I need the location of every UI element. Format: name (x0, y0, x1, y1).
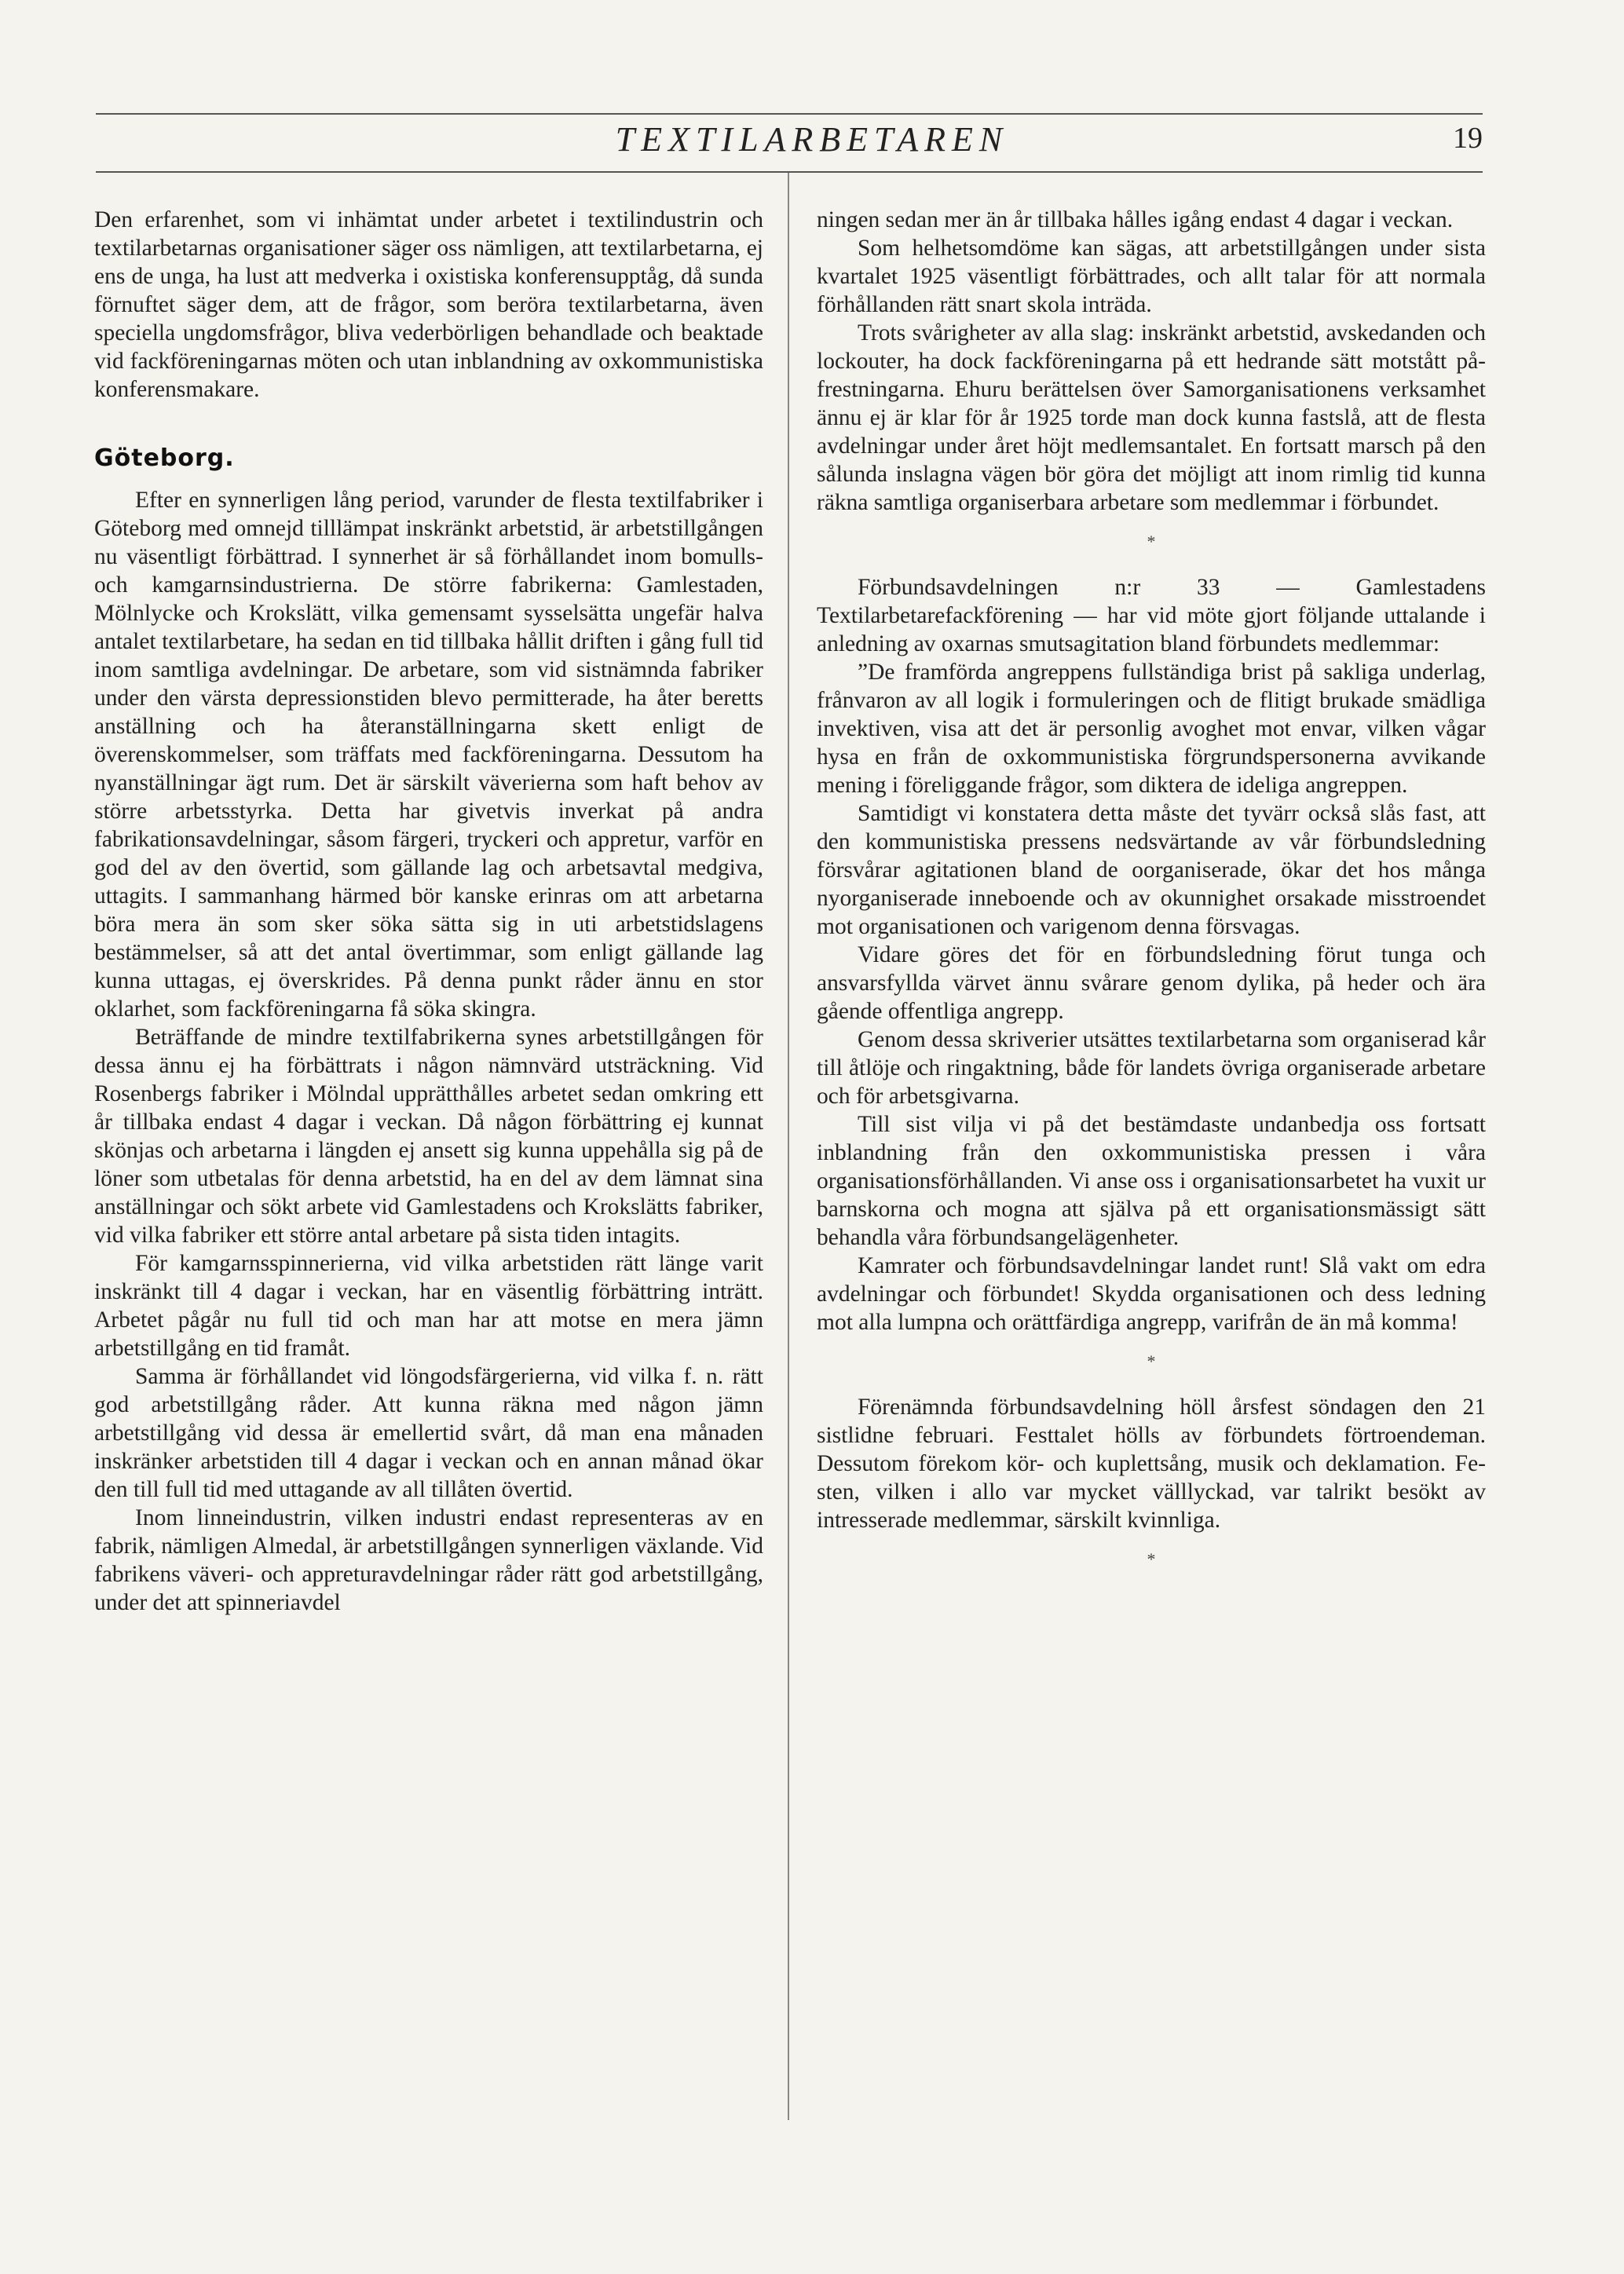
paragraph: ”De framförda angreppens fullständiga brist på sakliga underlag, frånvaron av all logik i formuleringen och de flitigt brukade smädliga invektiven, visa att det är personlig avoghet mot envar, vilken vågar hysa en från de oxkommunistiska förgrundspersonerna avvikande mening i föreliggande frågor, som diktera de ideliga angreppen. (817, 660, 1486, 798)
paragraph: För kamgarnsspinnerierna, vid vilka arbetstiden rätt länge varit inskränkt till 4 dagar i veckan, har en väsentlig förbättring inträtt. Arbetet pågår nu full tid och man har att motse en mera jämn arbetstillgång en tid framåt. (94, 1251, 763, 1361)
paragraph: Samma är förhållandet vid löngodsfärgerierna, vid vilka f. n. rätt god arbetstillgång råder. Att kunna räkna med någon jämn arbetstillgång vid dessa är emellertid svårt, då man ena månaden inskränker arbetstiden till 4 dagar i veckan och en annan månad ökar den till full tid med uttagande av all tillåten övertid. (94, 1364, 763, 1502)
paragraph: Förbundsavdelningen n:r 33 — Gamlestadens Textilarbetarefackförening — har vid möte gjort följande uttalande i anledning av oxarnas smutsagitation bland förbundets medlemmar: (817, 575, 1486, 656)
section-separator: * (1147, 1549, 1156, 1569)
left-column (94, 206, 763, 1617)
paragraph: Den erfarenhet, som vi inhämtat under arbetet i textilindustrin och textilarbetarnas organisationer säger oss nämligen, att textilarbetarna, ej ens de unga, ha lust att medverka i oxistiska konferensupptåg, då sunda förnuftet säger dem, att de frågor, som beröra textilarbetarna, även speciella ungdomsfrågor, bliva vederbörligen behandlade och beaktade vid fackföreningarnas möten och utan inblandning av oxkommunistiska konferensmakare. (94, 207, 763, 402)
running-title: TEXTILARBETAREN (615, 120, 1009, 159)
header-rule-top (96, 113, 1483, 115)
section-separator: * (1147, 532, 1156, 551)
paragraph: Förenämnda förbundsavdelning höll årsfest söndagen den 21 sistlidne februari. Festtalet hölls av förbundets förtroendeman. Dessutom förekom kör- och kuplettsång, musik och deklamation. Festen, vilken i allo var mycket välllyckad, var talrikt besökt av intresserade medlemmar, särskilt kvinnliga. (817, 1395, 1486, 1533)
header-rule-bottom (96, 171, 1483, 173)
section-heading-goteborg: Göteborg. (94, 444, 235, 472)
paragraph: Efter en synnerligen lång period, varunder de flesta textilfabriker i Göteborg med omnejd tilllämpat inskränkt arbetstid, är arbetstillgången nu väsentligt förbättrad. I synnerhet är så förhållandet inom bomulls- och kamgarnsindustrierna. De större fabrikerna: Gamlestaden, Mölnlycke och Krokslätt, vilka gemensamt sysselsätta ungefär halva antalet textilarbetare, ha sedan en tid tillbaka hållit driften i gång full tid inom samtliga avdelningar. De arbetare, som vid sistnämnda fabriker under den värsta depressionstiden blevo permitterade, ha åter beretts anställning och ha återanställningarna skett enligt de överenskommelser, som träffats med fackföreningarna. Dessutom ha nyanställningar ägt rum. Det är särskilt väverierna som haft behov av större arbetsstyrka. Detta har givetvis inverkat på andra fabrikationsavdelningar, såsom färgeri, tryckeri och appretur, varför en god del av den övertid, som gällande lag och arbetsavtal medgiva, uttagits. I sammanhang härmed bör kanske erinras om att arbetarna böra mera än som sker söka sätta sig in uti arbetstidslagens bestämmelser, så att det antal övertimmar, som enligt gällande lag kunna uttagas, ej överskrides. På denna punkt råder ännu en stor oklarhet, som fackföreningarna få söka skingra. (94, 488, 763, 1022)
paragraph: Beträffande de mindre textilfabrikerna synes arbetstillgången för dessa ännu ej ha förbättrats i någon nämnvärd utsträckning. Vid Rosenbergs fabriker i Mölndal upprätthålles arbetet sedan omkring ett år tillbaka endast 4 dagar i veckan. Då någon förbättring ej kunnat skönjas och arbetarna i längden ej ansett sig kunna uppehålla sig på de löner som utbetalas för denna arbetstid, ha en del av dem lämnat sina anställningar och sökt arbete vid Gamlestadens och Krokslätts fabriker, vid vilka fabriker ett större antal arbetare på sista tiden intagits. (94, 1025, 763, 1248)
paragraph: Vidare göres det för en förbundsledning förut tunga och ansvarsfyllda värvet ännu svårare genom dylika, på heder och ära gående offentliga angrepp. (817, 942, 1486, 1024)
paragraph: Inom linneindustrin, vilken industri endast representeras av en fabrik, nämligen Almedal, är arbetstillgången synnerligen växlande. Vid fabrikens väveri- och appreturavdelningar råder rätt god arbetstillgång, under det att spinneriavdel (94, 1505, 763, 1615)
right-column (817, 206, 1486, 1591)
paragraph: Kamrater och förbundsavdelningar landet runt! Slå vakt om edra avdelningar och förbundet! Skydda organisationen och dess ledning mot alla lumpna och orättfärdiga angrepp, varifrån de än må komma! (817, 1253, 1486, 1335)
section-separator: * (1147, 1351, 1156, 1371)
paragraph: Trots svårigheter av alla slag: inskränkt arbetstid, avskedanden och lockouter, ha dock fackföreningarna på ett hedrande sätt motstått påfrestningarna. Ehuru berättelsen över Samorganisationens verksamhet ännu ej är klar för år 1925 torde man dock kunna fastslå, att de flesta avdelningar under året höjt medlemsantalet. En fortsatt marsch på den sålunda inslagna vägen bör göra det möjligt att inom rimlig tid kunna räkna samtliga organiserbara arbetare som medlemmar i förbundet. (817, 320, 1486, 515)
paragraph: Samtidigt vi konstatera detta måste det tyvärr också slås fast, att den kommunistiska pressens nedsvärtande av vår förbundsledning försvårar agitationen bland de oorganiserade, ökar det hos många nyorganiserade inneboende och av okunnighet orsakade misstroendet mot organisationen och varigenom denna försvagas. (817, 801, 1486, 939)
column-divider (788, 173, 789, 2120)
paragraph: Till sist vilja vi på det bestämdaste undanbedja oss fortsatt inblandning från den oxkommunistiska pressen i våra organisationsförhållanden. Vi anse oss i organisationsarbetet ha vuxit ur barnskorna och mogna att själva på ett organisationsmässigt sätt behandla våra förbundsangelägenheter. (817, 1112, 1486, 1250)
page-number: 19 (1453, 122, 1483, 155)
paragraph: Som helhetsomdöme kan sägas, att arbetstillgången under sista kvartalet 1925 väsentligt förbättrades, och allt talar för att normala förhållanden rätt snart skola inträda. (817, 236, 1486, 317)
paragraph: ningen sedan mer än år tillbaka hålles igång endast 4 dagar i veckan. (817, 207, 1454, 232)
paragraph: Genom dessa skriverier utsättes textilarbetarna som organiserad kår till åtlöje och ringaktning, både för landets övriga organiserade arbetare och för arbetsgivarna. (817, 1027, 1486, 1109)
